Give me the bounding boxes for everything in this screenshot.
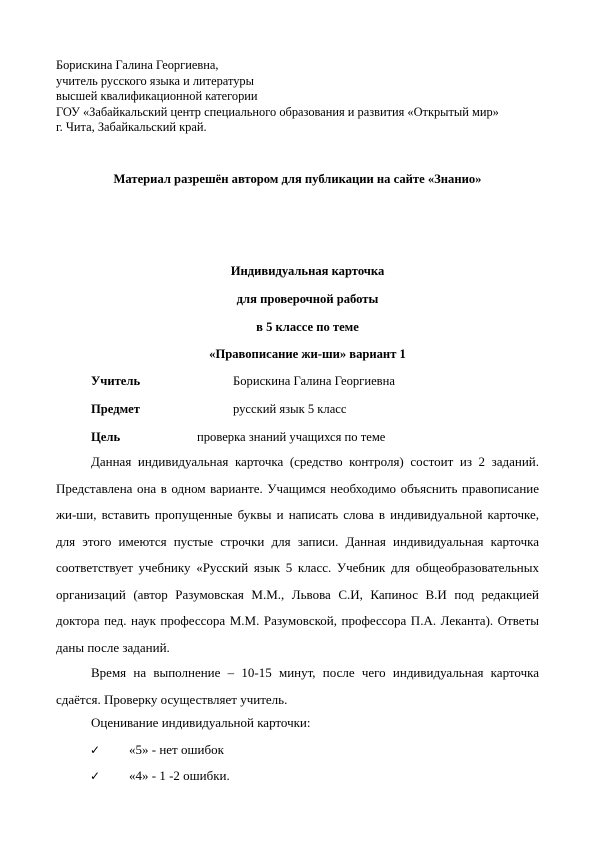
author-block bbox=[56, 58, 536, 136]
time-paragraph bbox=[56, 660, 539, 713]
author-name: Борискина Галина Георгиевна, bbox=[56, 58, 219, 72]
subject-value: русский язык 5 класс bbox=[233, 402, 347, 416]
grading-intro: Оценивание индивидуальной карточки: bbox=[91, 715, 311, 730]
author-organization: ГОУ «Забайкальский центр специального образования и развития «Открытый мир» bbox=[56, 104, 499, 119]
checkmark-icon: ✓ bbox=[90, 743, 101, 757]
card-title-line-2: для проверочной работы bbox=[236, 292, 379, 306]
card-title-line-3: в 5 классе по теме bbox=[256, 320, 359, 334]
goal-label: Цель bbox=[91, 430, 121, 444]
description-paragraph bbox=[56, 449, 539, 661]
author-position: учитель русского языка и литературы bbox=[56, 73, 254, 88]
author-qualification: высшей квалификационной категории bbox=[56, 89, 258, 104]
card-title-line-4: «Правописание жи-ши» вариант 1 bbox=[209, 347, 406, 361]
checkmark-icon: ✓ bbox=[90, 769, 101, 783]
teacher-value: Борискина Галина Георгиевна bbox=[233, 374, 395, 388]
publication-permission: Материал разрешён автором для публикации на сайте «Знанио» bbox=[113, 172, 482, 186]
time-text: Время на выполнение – 10-15 минут, после чего индивидуальная карточка сдаётся. Проверку осуществляет учитель. bbox=[56, 665, 539, 707]
subject-label: Предмет bbox=[91, 402, 140, 416]
author-location: г. Чита, Забайкальский край. bbox=[56, 120, 207, 135]
teacher-label: Учитель bbox=[91, 374, 141, 388]
grading-item-text: «5» - нет ошибок bbox=[129, 742, 224, 757]
grading-item-text: «4» - 1 -2 ошибки. bbox=[129, 768, 230, 783]
goal-value: проверка знаний учащихся по теме bbox=[197, 430, 386, 444]
card-title-line-1: Индивидуальная карточка bbox=[230, 264, 385, 278]
description-text: Данная индивидуальная карточка (средство контроля) состоит из 2 заданий. Представлена она в одном варианте. Учащимся необходимо объяснить правописание жи-ши, вставить пропущенные буквы и написать слова в индивидуальной карточке, для этого имеются пустые строчки для записи. Данная индивидуальная карточка соответствует учебнику «Русский язык 5 класс. Учебник для общеобразовательных организаций (автор Разумовская М.М., Львова С.И, Капинос В.И под редакцией доктора пед. наук профессора М.М. Разумовской, профессора П.А. Леканта). Ответы даны после заданий. bbox=[56, 454, 539, 655]
